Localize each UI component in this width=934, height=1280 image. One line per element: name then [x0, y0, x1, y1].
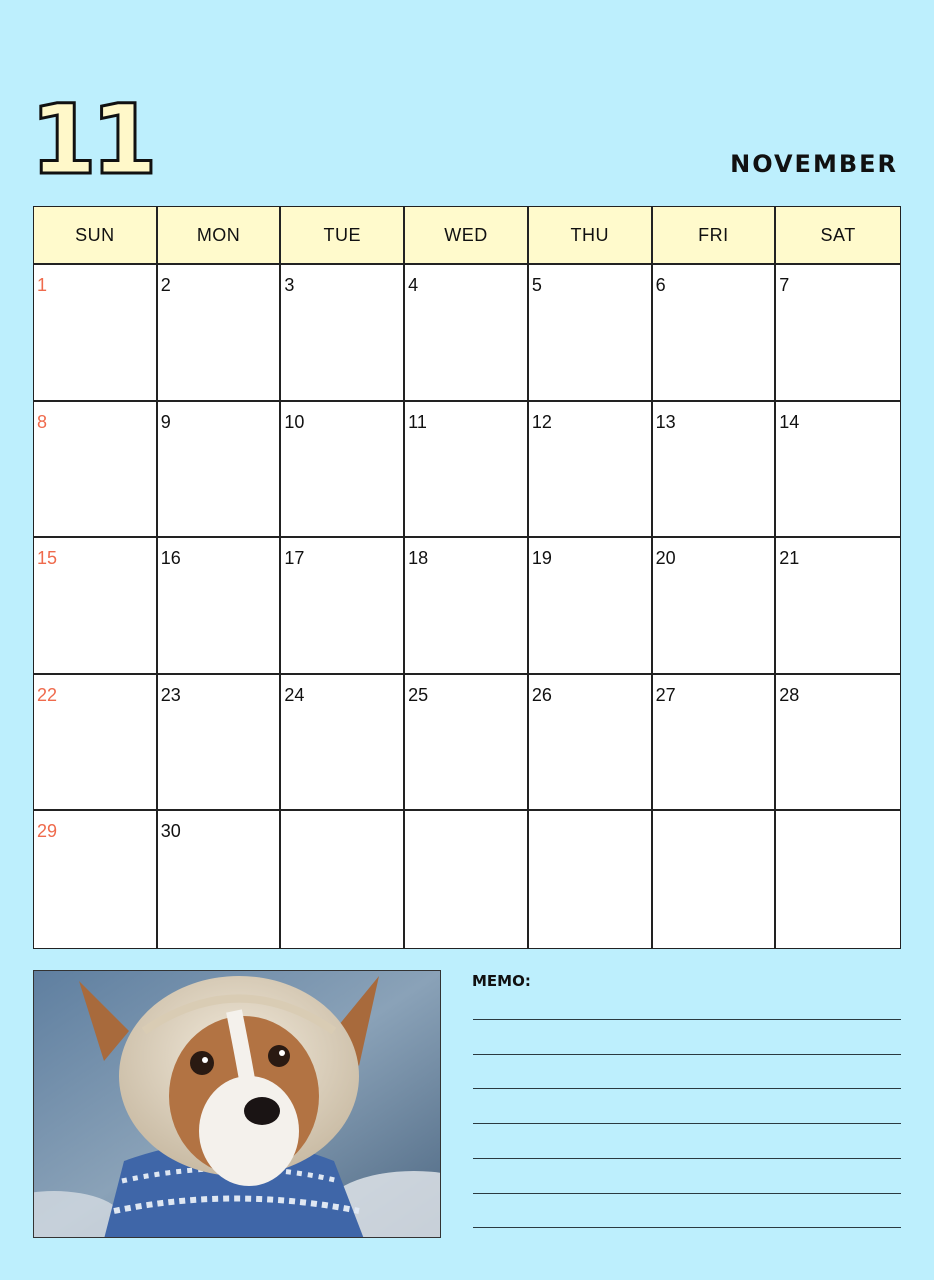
- day-number: 19: [531, 548, 552, 569]
- day-cell[interactable]: [281, 675, 405, 812]
- memo-line[interactable]: [473, 1088, 901, 1089]
- day-cell[interactable]: [34, 402, 158, 539]
- day-number: 12: [531, 411, 552, 432]
- day-number: 14: [779, 411, 800, 432]
- day-number: 17: [284, 548, 305, 569]
- day-cell[interactable]: [405, 538, 529, 675]
- day-cell[interactable]: [34, 811, 158, 948]
- day-cell[interactable]: [158, 538, 282, 675]
- day-number: 8: [37, 411, 48, 432]
- memo-line[interactable]: [473, 1123, 901, 1124]
- weekday-header-fri: FRI: [653, 207, 777, 265]
- day-cell[interactable]: [34, 538, 158, 675]
- day-cell[interactable]: [653, 538, 777, 675]
- weekday-header-sun: SUN: [34, 207, 158, 265]
- day-number: 29: [37, 821, 58, 842]
- day-cell[interactable]: [529, 538, 653, 675]
- day-number: 25: [408, 684, 429, 705]
- day-number: 3: [284, 275, 295, 295]
- day-cell[interactable]: [281, 538, 405, 675]
- day-cell[interactable]: [776, 811, 900, 948]
- weekday-header-tue: TUE: [281, 207, 405, 265]
- day-number: 23: [160, 684, 181, 705]
- day-number: 27: [655, 684, 676, 705]
- day-cell[interactable]: [34, 675, 158, 812]
- day-number: 6: [655, 275, 666, 295]
- day-cell[interactable]: [405, 675, 529, 812]
- month-number: 11: [30, 84, 152, 196]
- day-cell[interactable]: [158, 811, 282, 948]
- day-cell[interactable]: [405, 811, 529, 948]
- day-cell[interactable]: [405, 402, 529, 539]
- month-name: NOVEMBER: [730, 150, 898, 178]
- day-number: 16: [160, 548, 181, 569]
- day-number: 7: [779, 275, 790, 295]
- weekday-header-sat: SAT: [776, 207, 900, 265]
- memo-line[interactable]: [473, 1158, 901, 1159]
- day-cell[interactable]: [776, 675, 900, 812]
- memo-label: MEMO:: [472, 972, 531, 990]
- day-cell[interactable]: [653, 265, 777, 402]
- day-cell[interactable]: [405, 265, 529, 402]
- day-cell[interactable]: [281, 402, 405, 539]
- day-number: 20: [655, 548, 676, 569]
- day-number: 11: [408, 411, 427, 432]
- day-cell[interactable]: [34, 265, 158, 402]
- day-number: 26: [531, 684, 552, 705]
- weekday-header-wed: WED: [405, 207, 529, 265]
- day-cell[interactable]: [158, 265, 282, 402]
- day-number: 30: [160, 821, 181, 842]
- day-cell[interactable]: [281, 265, 405, 402]
- day-number: 21: [779, 548, 800, 569]
- memo-line[interactable]: [473, 1019, 901, 1020]
- day-number: 15: [37, 548, 58, 569]
- day-cell[interactable]: [776, 265, 900, 402]
- day-cell[interactable]: [776, 538, 900, 675]
- day-number: 5: [531, 275, 542, 295]
- day-number: 10: [284, 411, 305, 432]
- dog-photo: [33, 970, 441, 1238]
- day-cell[interactable]: [158, 402, 282, 539]
- day-cell[interactable]: [529, 265, 653, 402]
- calendar-grid: [33, 206, 901, 949]
- day-number: 2: [160, 275, 171, 295]
- day-cell[interactable]: [281, 811, 405, 948]
- memo-line[interactable]: [473, 1227, 901, 1228]
- day-cell[interactable]: [158, 675, 282, 812]
- day-number: 24: [284, 684, 305, 705]
- weekday-header-mon: MON: [158, 207, 282, 265]
- memo-line[interactable]: [473, 1193, 901, 1194]
- day-number: 13: [655, 411, 676, 432]
- day-cell[interactable]: [529, 675, 653, 812]
- day-number: 9: [160, 411, 171, 432]
- day-number: 1: [37, 275, 48, 295]
- day-cell[interactable]: [529, 402, 653, 539]
- day-number: 18: [408, 548, 429, 569]
- day-cell[interactable]: [653, 811, 777, 948]
- day-number: 22: [37, 684, 58, 705]
- day-number: 4: [408, 275, 419, 295]
- day-cell[interactable]: [653, 402, 777, 539]
- weekday-header-thu: THU: [529, 207, 653, 265]
- day-cell[interactable]: [653, 675, 777, 812]
- memo-line[interactable]: [473, 1054, 901, 1055]
- day-cell[interactable]: [529, 811, 653, 948]
- day-number: 28: [779, 684, 800, 705]
- day-cell[interactable]: [776, 402, 900, 539]
